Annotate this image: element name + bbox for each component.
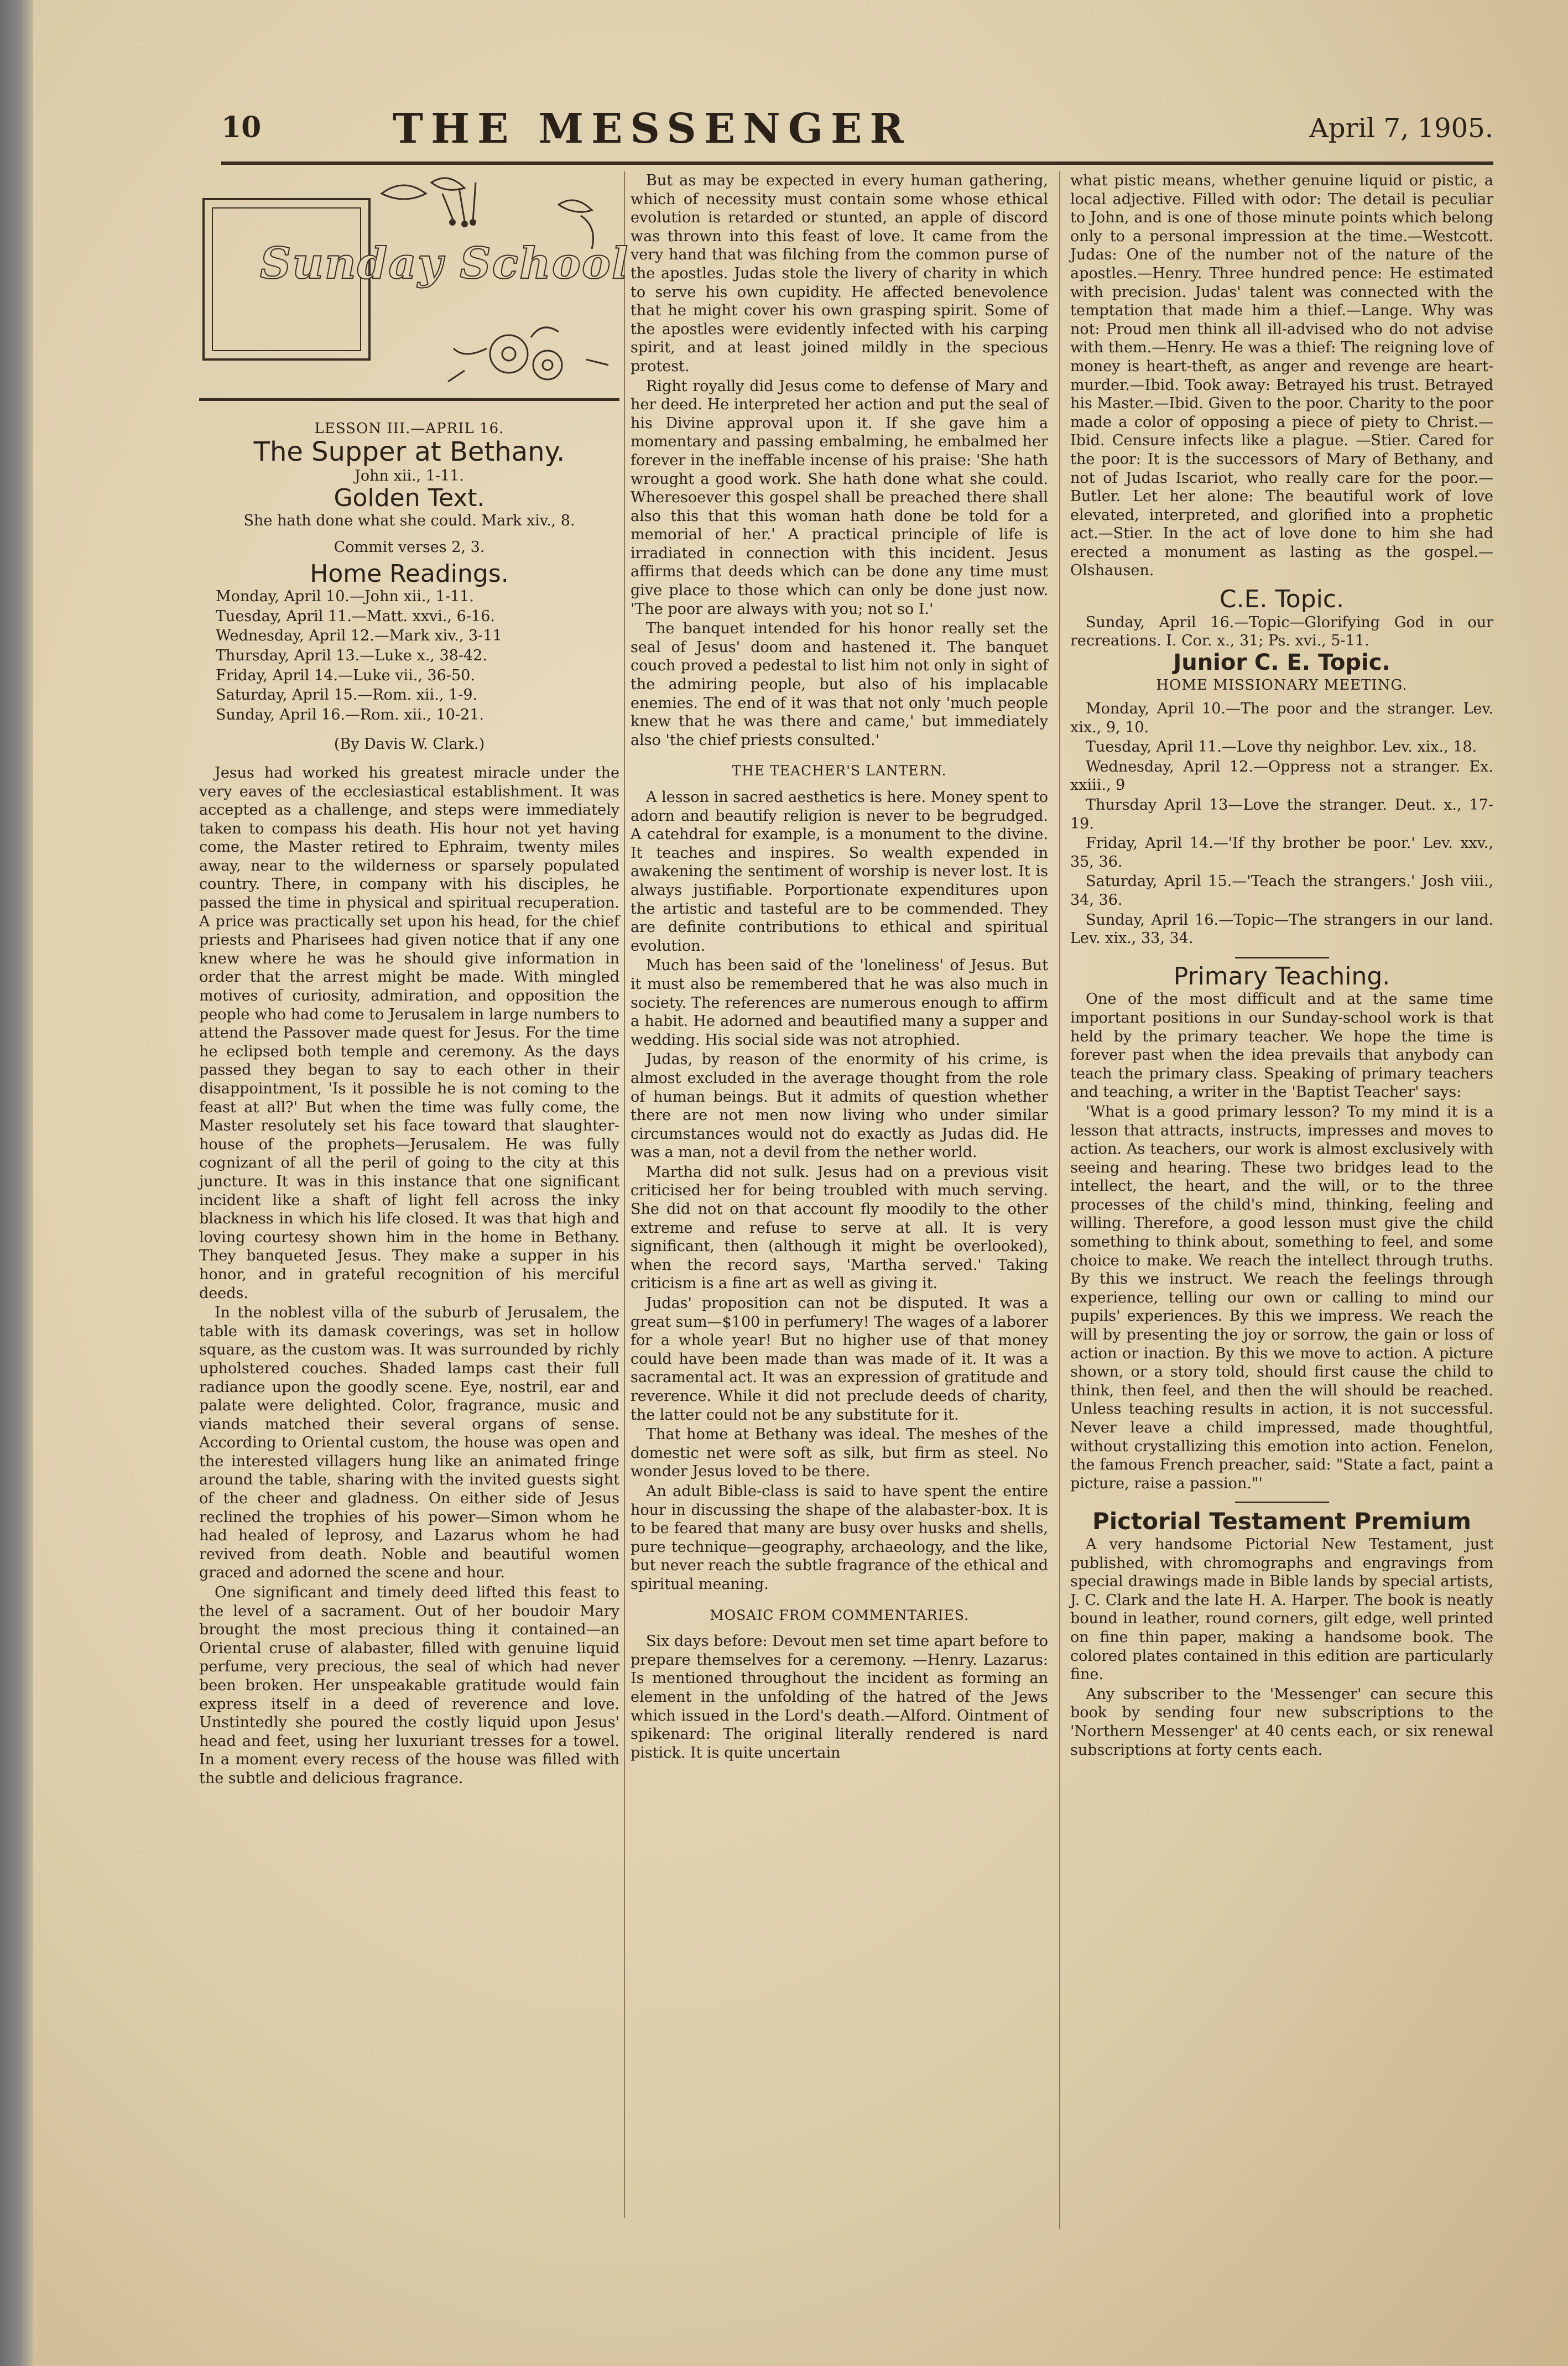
body-paragraph: In the noblest villa of the suburb of Jerusalem, the table with its damask coverings, was set in hollow square, as the custom was. It was surrounded by richly upholstered couches. Shaded lamps cast their full radiance upon the goodly scene. Eye, nostril, ear and palate were delighted. Color, fragrance, music and viands matched their several organs of sense. According to Oriental custom, the house was open and the interested villagers hung like an animated fringe around the table, sharing with the invited guests sight of the cheer and gladness. On either side of Jesus reclined the trophies of his power—Simon whom he had healed of leprosy, and Lazarus whom he had revived from death. Noble and beautiful women graced and adorned the scene and hour. — [199, 1304, 619, 1582]
teachers-lantern-heading: THE TEACHER'S LANTERN. — [732, 763, 947, 779]
body-paragraph: But as may be expected in every human gathering, which of necessity must contain some whose ethical evolution is retarded or stunted, an apple of discord was thrown into this feast of love. It came from the very hand that was filching from the common purse of the apostles. Judas stole the livery of charity in which to serve his own cupidity. He affected benevolence that he might cover his own grasping spirit. Some of the apostles were evidently infected with his carping spirit, and at least joined mildly in the specious protest. — [631, 172, 1048, 375]
ce-topic-text: Sunday, April 16.—Topic—Glorifying God in our recreations. I. Cor. x., 31; Ps. xvi., 5-11. — [1070, 613, 1493, 650]
column-2 — [631, 171, 1048, 1763]
column-3 — [1070, 171, 1493, 1760]
home-reading-item: Monday, April 10.—John xii., 1-11. — [216, 588, 474, 606]
home-reading-item: Tuesday, April 11.—Matt. xxvi., 6-16. — [216, 607, 495, 625]
body-paragraph: what pistic means, whether genuine liquid or pistic, a local adjective. Filled with odor: The detail is peculiar to John, and is one of those minute points which belong only to a personal impression at the time.—Westcott. Judas: One of the number not of the nature of the apostles.—Henry. Three hundred pence: He estimated with precision. Judas' talent was connected with the temptation that made him a thief.—Lange. Why was not: Proud men think all ill-advised who do not advise with them.—Henry. He was a thief: The reigning love of money is heart-theft, as anger and revenge are heart-murder.—Ibid. Took away: Betrayed his trust. Betrayed his Master.—Ibid. Given to the poor. Charity to the poor made a color of opposing a piece of piety to Christ.—Ibid. Censure infects like a plague. —Stier. Cared for the poor: It is the successors of Mary of Bethany, and not of Judas Iscariot, who really care for the poor.—Butler. Let her alone: The beautiful work of love elevated, interpreted, and glorified into a prophetic act.—Stier. In the act of love done to him she had erected a monument as lasting as the gospel.—Olshausen. — [1070, 172, 1493, 580]
masthead: THE MESSENGER — [393, 105, 911, 153]
home-reading-item: Sunday, April 16.—Rom. xii., 10-21. — [216, 706, 484, 723]
junior-ce-heading: Junior C. E. Topic. — [1173, 649, 1390, 675]
home-reading-item: Wednesday, April 12.—Mark xiv., 3-11 — [216, 627, 502, 645]
lesson-title: The Supper at Bethany. — [253, 436, 565, 467]
body-paragraph: Judas, by reason of the enormity of his crime, is almost excluded in the average thought from the role of human beings. But it admits of question whether there are not men now living who under similar circumstances would not do exactly as Judas did. He was a man, not a devil from the nether world. — [631, 1051, 1048, 1161]
page-number: 10 — [221, 111, 262, 144]
lesson-reference: John xii., 1-11. — [355, 467, 464, 485]
home-reading-item: Saturday, April 15.—Rom. xii., 1-9. — [216, 686, 478, 704]
byline: (By Davis W. Clark.) — [334, 736, 485, 753]
body-paragraph: Jesus had worked his greatest miracle under the very eaves of the ecclesiastical establishment. It was accepted as a challenge, and steps were immediately taken to compass his death. His hour not yet having come, the Master retired to Ephraim, twenty miles away, near to the wilderness or sparsely populated country. There, in company with his disciples, he passed the time in physical and spiritual recuperation. A price was practically set upon his head, for the chief priests and Pharisees had given notice that if any one knew where he was he should give information in order that the arrest might be made. With mingled motives of curiosity, admiration, and opposition the people who had come to Jerusalem in large numbers to attend the Passover made quest for Jesus. For the time he eclipsed both temple and ceremony. As the days passed they began to say to each other in their disappointment, 'Is it possible he is not coming to the feast at all?' But when the time was fully come, the Master resolutely set his face toward that slaughter-house of the prophets—Jerusalem. He was fully cognizant of all the peril of going to the city at this juncture. It was in this instance that one significant incident like a shaft of light fell across the inky blackness in which his life closed. It was that high and loving courtesy shown him in the home in Bethany. They banqueted Jesus. They make a supper in his honor, and in grateful recognition of his merciful deeds. — [199, 764, 619, 1302]
body-paragraph: An adult Bible-class is said to have spent the entire hour in discussing the shape of the alabaster-box. It is to be feared that many are busy over husks and shells, pure technique—geography, archaeology, and the like, but never reach the subtle fragrance of the ethical and spiritual meaning. — [631, 1482, 1048, 1593]
body-paragraph: One of the most difficult and at the same time important positions in our Sunday-school work is that held by the primary teacher. We hope the time is forever past when the idea prevails that anybody can teach the primary class. Speaking of primary teachers and teaching, a writer in the 'Baptist Teacher' says: — [1070, 991, 1493, 1101]
primary-teaching-heading: Primary Teaching. — [1173, 962, 1390, 991]
home-reading-item: Friday, April 14.—Luke vii., 36-50. — [216, 666, 475, 684]
junior-topic-item: Monday, April 10.—The poor and the stranger. Lev. xix., 9, 10. — [1070, 700, 1493, 736]
premium-heading: Pictorial Testament Premium — [1092, 1508, 1472, 1535]
body-paragraph: Right royally did Jesus come to defense of Mary and her deed. He interpreted her action and put the seal of his Divine approval upon it. If she gave him a momentary and passing embalming, he embalmed her forever in the ineffable incense of his praise: 'She hath wrought a good work. She hath done what she could. Wheresoever this gospel shall be preached there shall also this that this woman hath done be told for a memorial of her.' A practical principle of life is irradiated in connection with this incident. Jesus affirms that deeds which can be done any time must give place to those which can only be done just now. 'The poor are always with you; not so I.' — [631, 377, 1048, 618]
page-header — [221, 105, 1493, 155]
emblem-text: Sunday School — [260, 238, 629, 289]
body-paragraph: A very handsome Pictorial New Testament, just published, with chromographs and engravings from special drawings made in Bible lands by special artists, J. C. Clark and the late H. A. Harper. The book is neatly bound in leather, round corners, gilt edge, well printed on fine thin paper, making a handsome book. The colored plates contained in this edition are particularly fine. — [1070, 1535, 1493, 1684]
body-paragraph: Six days before: Devout men set time apart before to prepare themselves for a ceremony. —Henry. Lazarus: Is mentioned throughout the incident as forming an element in the unfolding of the hatred of the Jews which issued in the Lord's death.—Alford. Ointment of spikenard: The original literally rendered is nard pistick. It is quite uncertain — [631, 1633, 1048, 1762]
lesson-label: LESSON III.—APRIL 16. — [314, 420, 504, 437]
junior-topic-item: Saturday, April 15.—'Teach the strangers.' Josh viii., 34, 36. — [1070, 873, 1493, 909]
body-paragraph: Any subscriber to the 'Messenger' can secure this book by sending four new subscriptions to the 'Northern Messenger' at 40 cents each, or six renewal subscriptions at forty cents each. — [1070, 1685, 1493, 1759]
body-paragraph: The banquet intended for his honor really set the seal of Jesus' doom and hastened it. The banquet couch proved a pedestal to list him not only in sight of the admiring people, but also of his implacable enemies. The end of it was that not only 'much people knew that he was there and came,' but immediately also 'the chief priests consulted.' — [631, 620, 1048, 749]
junior-topic-item: Friday, April 14.—'If thy brother be poor.' Lev. xxv., 35, 36. — [1070, 835, 1493, 871]
body-paragraph: Martha did not sulk. Jesus had on a previous visit criticised her for being troubled with much serving. She did not on that account fly moodily to the other extreme and refuse to serve at all. It is very significant, then (although it might be overlooked), when the record says, 'Martha served.' Taking criticism is a fine art as well as giving it. — [631, 1163, 1048, 1293]
golden-text-heading: Golden Text. — [334, 483, 485, 512]
commit-verses: Commit verses 2, 3. — [334, 538, 485, 556]
header-rule — [221, 161, 1493, 165]
body-paragraph: 'What is a good primary lesson? To my mind it is a lesson that attracts, instructs, impresses and moves to action. As teachers, our work is almost exclusively with seeing and hearing. These two bridges lead to the intellect, the heart, and the will, or to the three processes of the child's mind, thinking, feeling and willing. Therefore, a good lesson must give the child something to think about, something to feel, and some choice to make. We reach the intellect through truths. By this we instruct. We reach the feelings through experience, telling our own or calling to mind our pupils' experiences. By this we impress. We reach the will by presenting the joy or sorrow, the gain or loss of action or inaction. By this we move to action. A picture shown, or a story told, should first cause the child to think, then feel, and then the will should be reached. Unless teaching results in action, it is not successful. Never leave a child impressed, made thoughtful, without crystallizing this emotion into action. Fenelon, the famous French preacher, said: "State a fact, paint a picture, raise a passion."' — [1070, 1103, 1493, 1492]
body-paragraph: Judas' proposition can not be disputed. It was a great sum—$100 in perfumery! The wages of a laborer for a whole year! But no higher use of that money could have been made than was made of it. It was a sacramental act. It was an expression of gratitude and reverence. While it did not preclude deeds of charity, the latter could not be any substitute for it. — [631, 1295, 1048, 1424]
section-separator — [1235, 957, 1329, 958]
body-paragraph: Much has been said of the 'loneliness' of Jesus. But it must also be remembered that he was also much in society. The references are numerous enough to affirm a habit. He adorned and beautified many a supper and wedding. His social side was not atrophied. — [631, 957, 1048, 1049]
home-missionary-heading: HOME MISSIONARY MEETING. — [1156, 677, 1408, 694]
body-paragraph: That home at Bethany was ideal. The meshes of the domestic net were soft as silk, but firm as steel. No wonder Jesus loved to be there. — [631, 1426, 1048, 1481]
junior-topic-item: Sunday, April 16.—Topic—The strangers in our land. Lev. xix., 33, 34. — [1070, 911, 1493, 947]
home-readings-heading: Home Readings. — [310, 559, 509, 588]
column-divider — [624, 171, 625, 2218]
body-paragraph: A lesson in sacred aesthetics is here. Money spent to adorn and beautify religion is never to be begrudged. A catehdral for example, is a monument to the divine. It teaches and inspires. So wealth expended in awakening the sentiment of worship is never lost. It is always justifiable. Porportionate expenditures upon the artistic and tasteful are to be commended. They are definite contributions to ethical and spiritual evolution. — [631, 789, 1048, 955]
mosaic-heading: MOSAIC FROM COMMENTARIES. — [710, 1607, 969, 1623]
ce-topic-heading: C.E. Topic. — [1219, 585, 1345, 614]
home-reading-item: Thursday, April 13.—Luke x., 38-42. — [216, 647, 487, 664]
section-separator — [1235, 1502, 1329, 1503]
column-1 — [199, 171, 629, 1789]
junior-topic-item: Thursday April 13—Love the stranger. Deut. x., 17-19. — [1070, 796, 1493, 832]
golden-text: She hath done what she could. Mark xiv., 8. — [243, 512, 575, 530]
junior-topic-item: Wednesday, April 12.—Oppress not a stranger. Ex. xxiii., 9 — [1070, 758, 1493, 794]
column-divider — [1059, 171, 1060, 2229]
sunday-school-emblem — [199, 171, 629, 393]
issue-date: April 7, 1905. — [1309, 113, 1493, 144]
section-rule — [199, 398, 619, 401]
body-paragraph: One significant and timely deed lifted this feast to the level of a sacrament. Out of her boudoir Mary brought the most precious thing it contained—an Oriental cruse of alabaster, filled with genuine liquid perfume, very precious, the seal of which had never been broken. Her unspeakable gratitude would fain express itself in a deed of reverence and love. Unstintedly she poured the costly liquid upon Jesus' head and feet, using her luxuriant tresses for a towel. In a moment every recess of the house was filled with the subtle and delicious fragrance. — [199, 1584, 619, 1787]
binding-edge — [0, 0, 33, 2366]
junior-topic-item: Tuesday, April 11.—Love thy neighbor. Lev. xix., 18. — [1086, 738, 1477, 756]
